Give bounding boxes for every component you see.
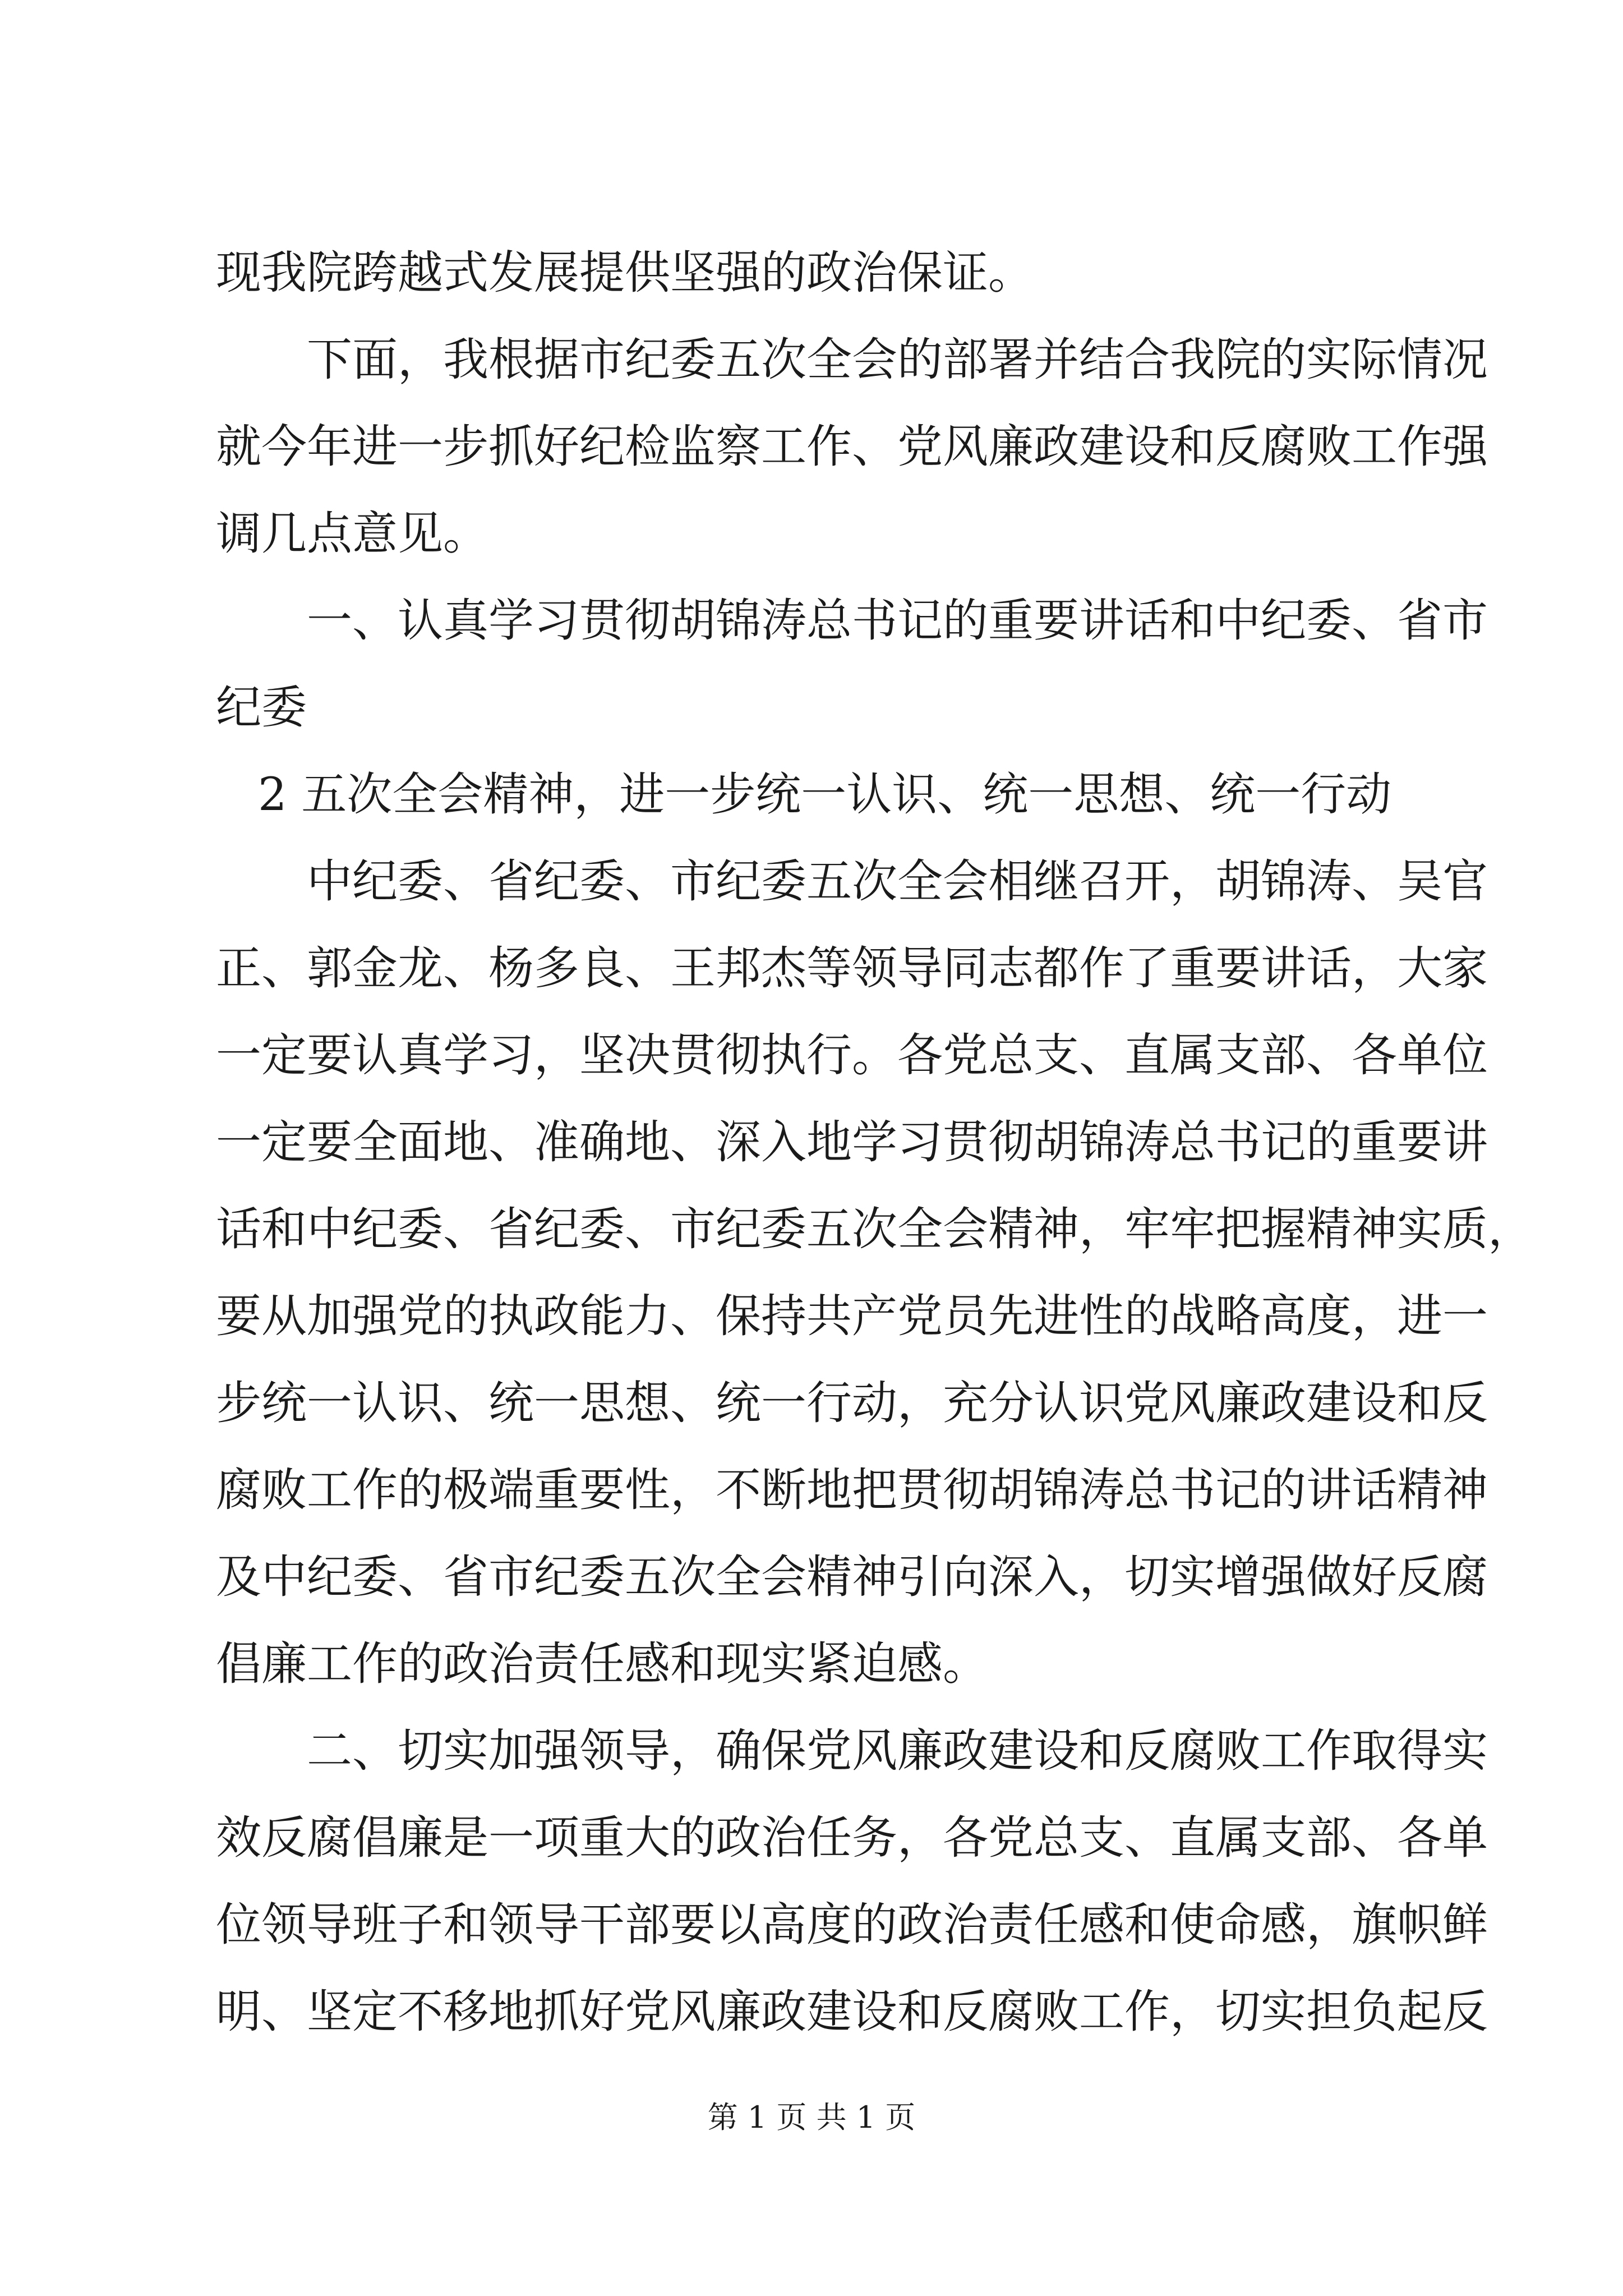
text-line: 一定要认真学习，坚决贯彻执行。各党总支、直属支部、各单位 xyxy=(216,1029,1488,1082)
text-line: 就今年进一步抓好纪检监察工作、党风廉政建设和反腐败工作强 xyxy=(216,421,1488,473)
page-number-label: 第 1 页 共 1 页 xyxy=(707,2100,916,2135)
text-line: 中纪委、省纪委、市纪委五次全会相继召开，胡锦涛、吴官 xyxy=(307,855,1488,908)
text-line: 位领导班子和领导干部要以高度的政治责任感和使命感，旗帜鲜 xyxy=(216,1899,1488,1952)
text-line: 效反腐倡廉是一项重大的政治任务，各党总支、直属支部、各单 xyxy=(216,1812,1488,1865)
text-line: 倡廉工作的政治责任感和现实紧迫感。 xyxy=(216,1638,989,1691)
section-heading-line: 一、认真学习贯彻胡锦涛总书记的重要讲话和中纪委、省市 xyxy=(307,595,1488,647)
text-line: 明、坚定不移地抓好党风廉政建设和反腐败工作，切实担负起反 xyxy=(216,1986,1488,2039)
text-line: 要从加强党的执政能力、保持共产党员先进性的战略高度，进一 xyxy=(216,1290,1488,1343)
text-line: 正、郭金龙、杨多良、王邦杰等领导同志都作了重要讲话，大家 xyxy=(216,942,1488,995)
text-line: 下面，我根据市纪委五次全会的部署并结合我院的实际情况 xyxy=(307,334,1488,386)
text-line: 腐败工作的极端重要性，不断地把贯彻胡锦涛总书记的讲话精神 xyxy=(216,1464,1488,1517)
text-line: 及中纪委、省市纪委五次全会精神引向深入，切实增强做好反腐 xyxy=(216,1551,1488,1604)
text-line: 步统一认识、统一思想、统一行动，充分认识党风廉政建设和反 xyxy=(216,1377,1488,1430)
section-heading-line: 2 五次全会精神，进一步统一认识、统一思想、统一行动 xyxy=(258,769,1392,821)
section-heading-line: 二、切实加强领导，确保党风廉政建设和反腐败工作取得实 xyxy=(307,1725,1488,1778)
text-line: 调几点意见。 xyxy=(216,508,489,560)
text-line: 现我院跨越式发展提供坚强的政治保证。 xyxy=(216,247,1034,300)
body-text xyxy=(216,230,1534,2056)
section-heading-line: 纪委 xyxy=(216,682,307,734)
text-line: 一定要全面地、准确地、深入地学习贯彻胡锦涛总书记的重要讲 xyxy=(216,1116,1488,1169)
page-footer xyxy=(0,2098,1623,2137)
text-line: 话和中纪委、省纪委、市纪委五次全会精神，牢牢把握精神实质， xyxy=(216,1203,1534,1256)
